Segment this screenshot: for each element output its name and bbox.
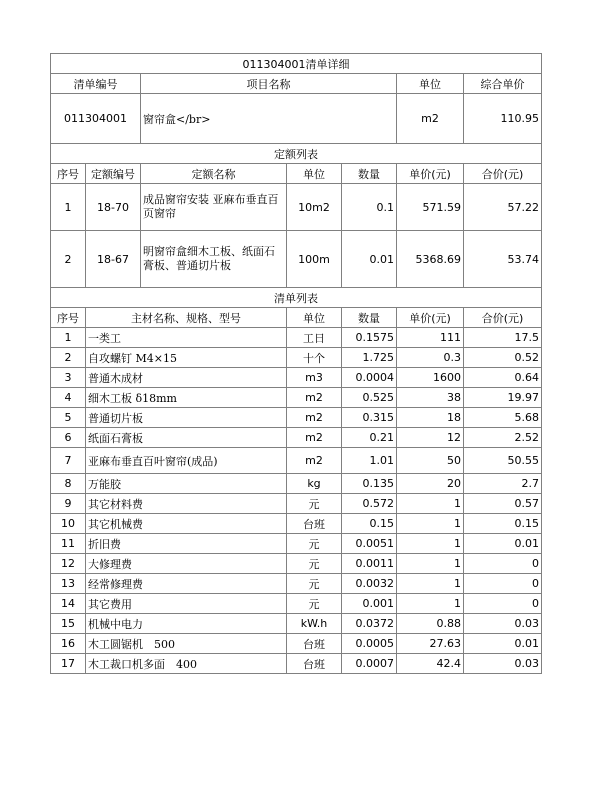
material-price: 50 (397, 448, 464, 474)
material-no: 6 (51, 428, 86, 448)
material-no: 14 (51, 594, 86, 614)
material-price: 1 (397, 494, 464, 514)
material-price: 1 (397, 514, 464, 534)
material-price: 0.88 (397, 614, 464, 634)
material-unit: m3 (287, 368, 342, 388)
material-total: 2.52 (464, 428, 542, 448)
bill-unit: m2 (397, 94, 464, 144)
material-qty: 0.0007 (342, 654, 397, 674)
material-qty: 0.0032 (342, 574, 397, 594)
material-row (51, 474, 542, 494)
material-price: 27.63 (397, 634, 464, 654)
quota-total: 57.22 (464, 184, 542, 231)
material-qty: 0.0011 (342, 554, 397, 574)
material-no: 10 (51, 514, 86, 534)
material-price: 111 (397, 328, 464, 348)
quota-row (51, 231, 542, 288)
material-qty: 0.001 (342, 594, 397, 614)
material-row (51, 328, 542, 348)
material-price: 12 (397, 428, 464, 448)
material-qty: 0.1575 (342, 328, 397, 348)
material-row (51, 448, 542, 474)
material-name: 细木工板 δ18mm (86, 388, 287, 408)
material-unit: 元 (287, 534, 342, 554)
material-total: 0.57 (464, 494, 542, 514)
material-price: 0.3 (397, 348, 464, 368)
material-unit: 元 (287, 594, 342, 614)
material-row (51, 368, 542, 388)
material-row (51, 408, 542, 428)
quota-no: 1 (51, 184, 86, 231)
quota-header-unit: 单位 (287, 164, 342, 184)
material-name: 其它机械费 (86, 514, 287, 534)
material-no: 17 (51, 654, 86, 674)
material-name: 木工圆锯机 500 (86, 634, 287, 654)
quota-unit: 10m2 (287, 184, 342, 231)
material-no: 11 (51, 534, 86, 554)
material-total: 0.64 (464, 368, 542, 388)
material-total: 0.01 (464, 634, 542, 654)
material-row (51, 514, 542, 534)
material-total: 0.52 (464, 348, 542, 368)
material-name: 普通木成材 (86, 368, 287, 388)
material-unit: 工日 (287, 328, 342, 348)
material-header-unit: 单位 (287, 308, 342, 328)
material-unit: 元 (287, 574, 342, 594)
quota-section-title: 定额列表 (51, 144, 542, 164)
material-unit: kg (287, 474, 342, 494)
material-price: 1 (397, 534, 464, 554)
material-row (51, 348, 542, 368)
material-header-no: 序号 (51, 308, 86, 328)
material-row (51, 428, 542, 448)
material-unit: m2 (287, 388, 342, 408)
quota-name: 明窗帘盒细木工板、纸面石膏板、普通切片板 (141, 231, 287, 288)
header-item-name: 项目名称 (141, 74, 397, 94)
material-no: 12 (51, 554, 86, 574)
quota-header-name: 定额名称 (141, 164, 287, 184)
quota-header-price: 单价(元) (397, 164, 464, 184)
material-name: 机械中电力 (86, 614, 287, 634)
quota-price: 5368.69 (397, 231, 464, 288)
material-no: 15 (51, 614, 86, 634)
material-qty: 1.725 (342, 348, 397, 368)
material-name: 万能胶 (86, 474, 287, 494)
material-name: 普通切片板 (86, 408, 287, 428)
material-no: 16 (51, 634, 86, 654)
material-total: 17.5 (464, 328, 542, 348)
material-name: 自攻螺钉 M4×15 (86, 348, 287, 368)
material-row (51, 534, 542, 554)
bill-row (51, 94, 542, 144)
material-no: 1 (51, 328, 86, 348)
material-row (51, 574, 542, 594)
material-price: 42.4 (397, 654, 464, 674)
quota-name: 成品窗帘安装 亚麻布垂直百页窗帘 (141, 184, 287, 231)
material-total: 0.03 (464, 654, 542, 674)
material-price: 1 (397, 574, 464, 594)
material-unit: 台班 (287, 514, 342, 534)
bill-name: 窗帘盒</br> (141, 94, 397, 144)
material-row (51, 594, 542, 614)
material-total: 19.97 (464, 388, 542, 408)
material-no: 13 (51, 574, 86, 594)
material-unit: 元 (287, 554, 342, 574)
quota-price: 571.59 (397, 184, 464, 231)
material-name: 折旧费 (86, 534, 287, 554)
quota-no: 2 (51, 231, 86, 288)
material-name: 其它费用 (86, 594, 287, 614)
material-unit: 元 (287, 494, 342, 514)
material-header-qty: 数量 (342, 308, 397, 328)
bill-code: 011304001 (51, 94, 141, 144)
material-qty: 0.525 (342, 388, 397, 408)
bill-detail-table (50, 53, 542, 674)
material-unit: m2 (287, 408, 342, 428)
material-header-row (51, 308, 542, 328)
material-name: 大修理费 (86, 554, 287, 574)
material-total: 0.15 (464, 514, 542, 534)
material-price: 38 (397, 388, 464, 408)
quota-header-no: 序号 (51, 164, 86, 184)
material-total: 0.03 (464, 614, 542, 634)
material-unit: m2 (287, 448, 342, 474)
material-name: 一类工 (86, 328, 287, 348)
material-no: 7 (51, 448, 86, 474)
material-total: 5.68 (464, 408, 542, 428)
material-total: 0 (464, 594, 542, 614)
quota-header-row (51, 164, 542, 184)
material-name: 其它材料费 (86, 494, 287, 514)
page-title: 011304001清单详细 (51, 54, 542, 74)
material-price: 20 (397, 474, 464, 494)
material-row (51, 494, 542, 514)
material-total: 0 (464, 554, 542, 574)
material-qty: 0.0372 (342, 614, 397, 634)
quota-qty: 0.01 (342, 231, 397, 288)
material-qty: 0.15 (342, 514, 397, 534)
quota-code: 18-70 (86, 184, 141, 231)
header-unit-price: 综合单价 (464, 74, 542, 94)
material-header-price: 单价(元) (397, 308, 464, 328)
quota-row (51, 184, 542, 231)
material-qty: 0.315 (342, 408, 397, 428)
material-qty: 0.0005 (342, 634, 397, 654)
quota-unit: 100m (287, 231, 342, 288)
material-total: 2.7 (464, 474, 542, 494)
material-unit: 台班 (287, 654, 342, 674)
material-qty: 0.21 (342, 428, 397, 448)
material-price: 18 (397, 408, 464, 428)
material-header-total: 合价(元) (464, 308, 542, 328)
quota-total: 53.74 (464, 231, 542, 288)
material-name: 纸面石膏板 (86, 428, 287, 448)
material-unit: kW.h (287, 614, 342, 634)
bill-price: 110.95 (464, 94, 542, 144)
material-header-name: 主材名称、规格、型号 (86, 308, 287, 328)
material-qty: 0.572 (342, 494, 397, 514)
quota-header-code: 定额编号 (86, 164, 141, 184)
material-no: 2 (51, 348, 86, 368)
material-price: 1 (397, 554, 464, 574)
material-no: 9 (51, 494, 86, 514)
material-row (51, 614, 542, 634)
material-row (51, 654, 542, 674)
material-total: 0 (464, 574, 542, 594)
quota-qty: 0.1 (342, 184, 397, 231)
material-row (51, 388, 542, 408)
material-total: 50.55 (464, 448, 542, 474)
material-qty: 1.01 (342, 448, 397, 474)
bill-header-row (51, 74, 542, 94)
material-unit: 台班 (287, 634, 342, 654)
quota-header-qty: 数量 (342, 164, 397, 184)
material-unit: 十个 (287, 348, 342, 368)
material-no: 3 (51, 368, 86, 388)
material-unit: m2 (287, 428, 342, 448)
material-row (51, 634, 542, 654)
material-no: 4 (51, 388, 86, 408)
material-total: 0.01 (464, 534, 542, 554)
material-qty: 0.135 (342, 474, 397, 494)
material-no: 8 (51, 474, 86, 494)
material-section-title: 清单列表 (51, 288, 542, 308)
quota-code: 18-67 (86, 231, 141, 288)
material-price: 1600 (397, 368, 464, 388)
material-name: 亚麻布垂直百叶窗帘(成品) (86, 448, 287, 474)
material-name: 木工裁口机多面 400 (86, 654, 287, 674)
material-no: 5 (51, 408, 86, 428)
material-name: 经常修理费 (86, 574, 287, 594)
quota-header-total: 合价(元) (464, 164, 542, 184)
material-row (51, 554, 542, 574)
material-qty: 0.0004 (342, 368, 397, 388)
material-qty: 0.0051 (342, 534, 397, 554)
header-unit: 单位 (397, 74, 464, 94)
material-price: 1 (397, 594, 464, 614)
header-bill-code: 清单编号 (51, 74, 141, 94)
